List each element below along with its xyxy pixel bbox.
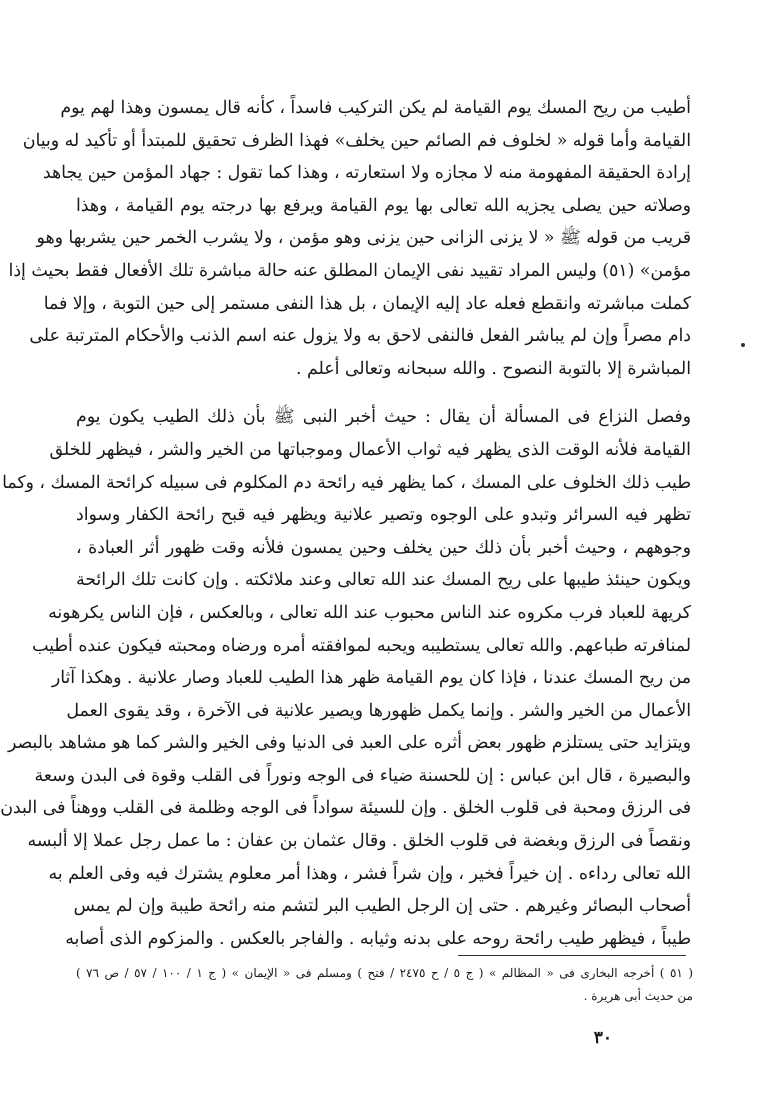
text-line: القيامة فلأنه الوقت الذى يظهر فيه ثواب الأعمال وموجباتها من الخير والشر ، فيظهر للخلق (49, 439, 691, 460)
text-line: كريهة للعباد فرب مكروه عند الناس محبوب عند الله تعالى ، وبالعكس ، فإن الناس يكرهونه (48, 602, 691, 623)
paragraph-2 (0, 401, 691, 955)
text-line: ونقصاً فى الرزق وبغضة فى قلوب الخلق . وقال عثمان بن عفان : ما عمل رجل عملا إلا ألبسه (27, 831, 691, 852)
text-line: الأعمال من الخير والشر . وإنما يكمل ظهورها ويصير علانية فى الآخرة ، وقد يقوى العمل (66, 700, 691, 721)
footnote-separator (458, 955, 686, 956)
text-line: وصلاته حين يصلى يجزيه الله تعالى بها يوم القيامة ويرفع بها درجته يوم القيامة ، وهذا (76, 195, 691, 216)
text-line: ويتزايد حتى يستلزم ظهور بعض أثره على العبد فى الدنيا وفى الخير والشر كما هو مشاهد بالبصر (8, 733, 691, 754)
text-line: الله تعالى رداءه . إن خيراً فخير ، وإن شراً فشر ، وهذا أمر معلوم يشترك فيه وفى العلم به (48, 863, 691, 884)
text-line: القيامة وأما قوله « لخلوف فم الصائم حين يخلف» فهذا الظرف تحقيق للمبتدأ أو تأكيد له وبيان (22, 130, 691, 151)
text-line: والبصيرة ، قال ابن عباس : إن للحسنة ضياء فى الوجه ونوراً فى القلب وقوة فى البدن وسعة (34, 765, 691, 786)
paragraph-1 (8, 92, 691, 385)
footnote (76, 962, 693, 1008)
text-line: وفصل النزاع فى المسألة أن يقال : حيث أخبر النبى ﷺ بأن ذلك الطيب يكون يوم (76, 407, 691, 428)
text-line: مؤمن» (٥١) وليس المراد تقييد نفى الإيمان المطلق عنه حالة مباشرة تلك الأفعال فقط بحيث إذا (8, 260, 691, 281)
text-line: ويكون حينئذ طيبها على ريح المسك عند الله تعالى وعند ملائكته . وإن كانت تلك الرائحة (76, 570, 691, 591)
text-line: قريب من قوله ﷺ « لا يزنى الزانى حين يزنى وهو مؤمن ، ولا يشرب الخمر حين يشربها وهو (36, 228, 691, 249)
main-text (0, 92, 691, 955)
text-line: وجوههم ، وحيث أخبر بأن ذلك حين يخلف وحين يمسون فلأنه وقت ظهور أثر العبادة ، (76, 537, 691, 558)
text-line: إرادة الحقيقة المفهومة منه لا مجازه ولا استعارته ، وهذا كما تقول : جهاد المؤمن حين يجاهد (42, 163, 691, 184)
text-line: فى الرزق ومحبة فى قلوب الخلق . وإن للسيئة سواداً فى الوجه وظلمة فى القلب ووهناً فى البدن (0, 798, 691, 819)
text-line: دام مصراً وإن لم يباشر الفعل فالنفى لاحق به ولا يزول عنه اسم الذنب والأحكام المترتبة على (29, 326, 691, 347)
text-line: أطيب من ريح المسك يوم القيامة لم يكن التركيب فاسداً ، كأنه قال يمسون وهذا لهم يوم (60, 98, 691, 118)
text-line: طيباً ، فيظهر طيب رائحة روحه على بدنه وثيابه . والفاجر بالعكس . والمزكوم الذى أصابه (65, 928, 691, 949)
text-line: تظهر فيه السرائر وتبدو على الوجوه وتصير علانية ويظهر فيه قبح رائحة الكفار وسواد (76, 505, 691, 526)
text-line: لمنافرته طباعهم. والله تعالى يستطيبه ويحبه لموافقته أمره ورضاه ومحبته فيكون عنده أطيب (32, 635, 691, 656)
text-line: طيب ذلك الخلوف على المسك ، كما يظهر فيه رائحة دم المكلوم فى سبيله كرائحة المسك ، وكما (2, 472, 691, 493)
page-number: ٣٠ (593, 1028, 612, 1048)
footnote-line: من حديث أبى هريرة . (583, 989, 693, 1003)
paragraph-gap (76, 385, 691, 401)
footnote-line: ( ٥١ ) أخرجه البخارى فى « المظالم » ( ج ٥ / ح ٢٤٧٥ / فتح ) ومسلم فى « الإيمان » ( ج ١ / ١٠٠ / ٥٧ / ص ٧٦ ) (76, 966, 694, 980)
text-line: المباشرة إلا بالتوبة النصوح . والله سبحانه وتعالى أعلم . (296, 358, 691, 379)
text-line: كملت مباشرته وانقطع فعله عاد إليه الإيمان ، بل هذا النفى مستمر إلى حين التوبة ، وإلا فما (43, 293, 691, 314)
margin-dot (741, 343, 745, 347)
text-line: من ريح المسك عندنا ، فإذا كان يوم القيامة ظهر هذا الطيب للعباد وصار علانية . وهكذا آثار (51, 668, 691, 689)
text-line: أصحاب البصائر وغيرهم . حتى إن الرجل الطيب البر لتشم منه رائحة طيبة وإن لم يمس (73, 896, 691, 917)
